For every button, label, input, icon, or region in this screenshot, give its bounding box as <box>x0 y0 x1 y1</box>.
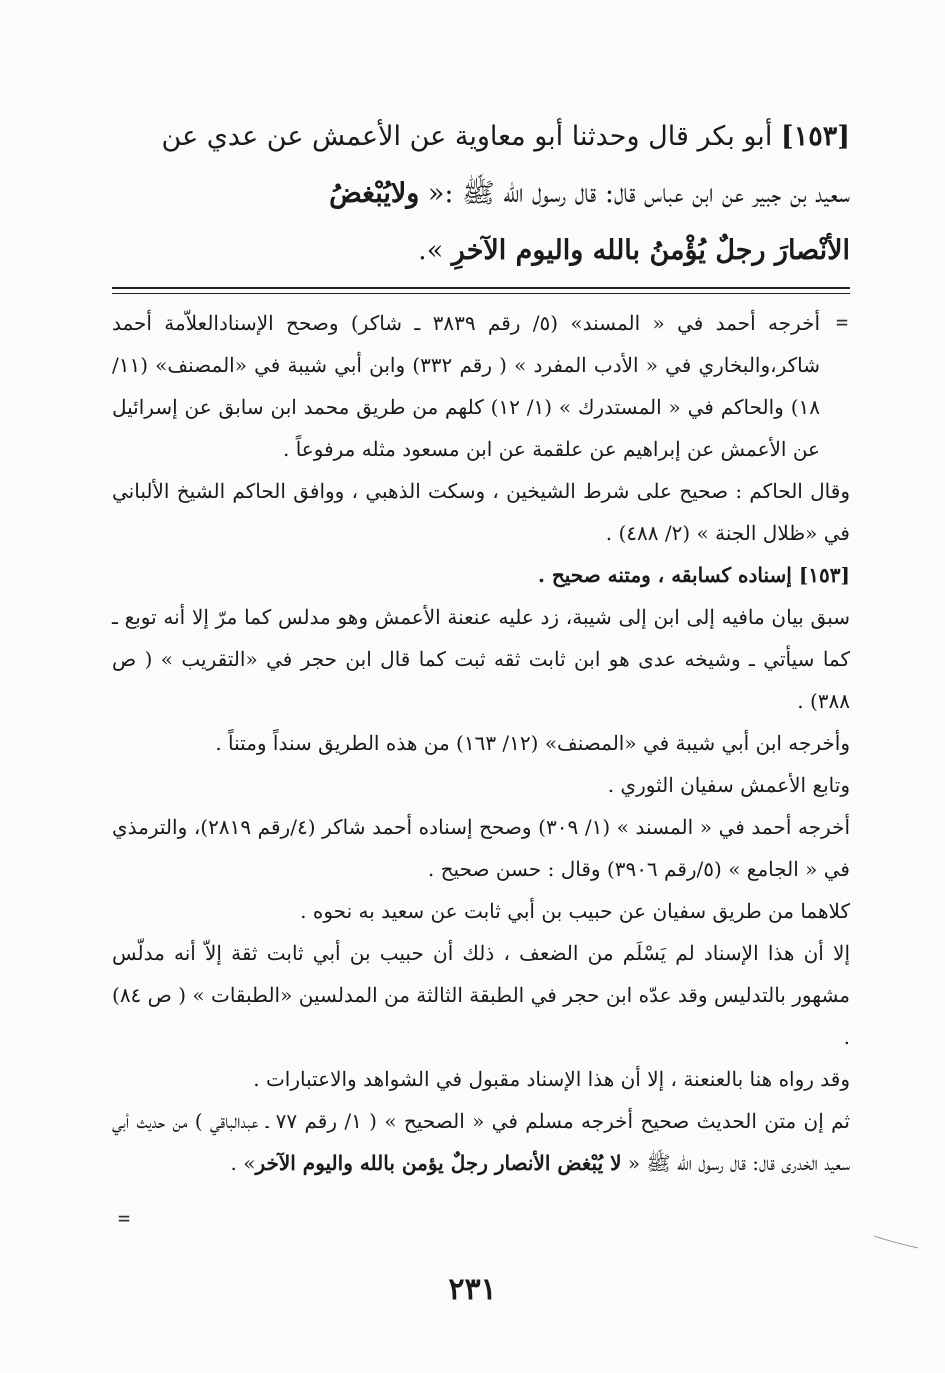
footnote-heading: [١٥٣] إسناده كسابقه ، ومتنه صحيح . <box>537 563 850 587</box>
footnote-paragraph-1: أخرجه أحمد في « المسند» (٥/ رقم ٣٨٣٩ ـ شاكر) وصحح الإسنادالعلاّمة أحمد شاكر،والبخاري في « الأدب المفرد » ( رقم ٣٣٢) وابن أبي شيبة في «المصنف» (١١/ ١٨) والحاكم في « المستدرك » (١/ ١٢) كلهم من طريق محمد ابن سابق عن إسرائيل عن الأعمش عن إبراهيم عن علقمة عن ابن مسعود مثله مرفوعاً . <box>112 311 821 461</box>
footnote-paragraph-10-text: ثم إن متن الحديث صحيح أخرجه مسلم في « الصحيح » ( ١/ رقم ٧٧ ـ عبدالباقي ) من حديث أبي سعيد الخدرى قال: قال رسول الله ﷺ « <box>112 1109 850 1175</box>
footnote-matn: لا يُبْغض الأنصار رجلٌ يؤمن بالله واليوم الآخر <box>255 1151 622 1175</box>
footnote-paragraph-6: أخرجه أحمد في « المسند » (١/ ٣٠٩) وصحح إسناده أحمد شاكر (٤/رقم ٢٨١٩)، والترمذي في « الجامع » (٥/رقم ٣٩٠٦) وقال : حسن صحيح . <box>112 815 851 881</box>
page-number: ٢٣١ <box>448 1272 497 1307</box>
footnote-paragraph-8: إلا أن هذا الإسناد لم يَسْلَم من الضعف ، ذلك أن حبيب بن أبي ثابت ثقة إلاّ أنه مدلّس مشهور بالتدليس وقد عدّه ابن حجر في الطبقة الثالثة من المدلسين «الطبقات » ( ص ٨٤) . <box>112 941 850 1049</box>
footnote-divider-bottom <box>112 293 850 294</box>
footnote-paragraph-7: كلاهما من طريق سفيان عن حبيب بن أبي ثابت عن سعيد به نحوه . <box>300 899 850 923</box>
footnote-paragraph-9: وقد رواه هنا بالعنعنة ، إلا أن هذا الإسناد مقبول في الشواهد والاعتبارات . <box>253 1067 850 1091</box>
hadith-line-1 <box>112 108 850 165</box>
hadith-line-3-close: ». <box>418 235 452 266</box>
footnote-paragraph-5: وتابع الأعمش سفيان الثوري . <box>607 773 850 797</box>
end-continuation-marker: = <box>118 1206 131 1230</box>
footnotes <box>112 302 850 1184</box>
hadith-matn-start: ولايُبْغضُ <box>329 178 420 209</box>
margin-pen-mark <box>872 1232 922 1252</box>
hadith-line-2 <box>112 165 850 222</box>
hadith-line-3 <box>112 222 850 279</box>
footnote-divider-top <box>112 287 850 289</box>
continuation-marker: = <box>836 310 849 334</box>
hadith-line-1-text: أبو بكر قال وحدثنا أبو معاوية عن الأعمش عن عدي عن <box>161 121 773 152</box>
footnote-paragraph-2: وقال الحاكم : صحيح على شرط الشيخين ، وسكت الذهبي ، ووافق الحاكم الشيخ الألباني في «ظلال الجنة » (٢/ ٤٨٨) . <box>112 479 850 545</box>
footnote-paragraph-3: سبق بيان مافيه إلى ابن إلى شيبة، زد عليه عنعنة الأعمش وهو مدلس كما مرّ إلا أنه توبع ـ كما سيأتي ـ وشيخه عدى هو ابن ثابت ثقه ثبت كما قال ابن حجر في «التقريب » ( ص ٣٨٨) . <box>112 605 850 713</box>
hadith-text <box>112 108 850 279</box>
hadith-number: [١٥٣] <box>780 121 850 152</box>
hadith-matn-end: الأنْصارَ رجلٌ يُؤْمنُ بالله واليوم الآخرِ <box>451 235 850 266</box>
footnote-paragraph-10 <box>112 1100 850 1184</box>
footnote-paragraph-4: وأخرجه ابن أبي شيبة في «المصنف» (١٢/ ١٦٣) من هذه الطريق سنداً ومتناً . <box>215 731 850 755</box>
hadith-line-2-text: سعيد بن جبير عن ابن عباس قال: قال رسول الله ﷺ :« <box>419 178 850 209</box>
footnote-paragraph-10-close: » . <box>230 1151 256 1175</box>
